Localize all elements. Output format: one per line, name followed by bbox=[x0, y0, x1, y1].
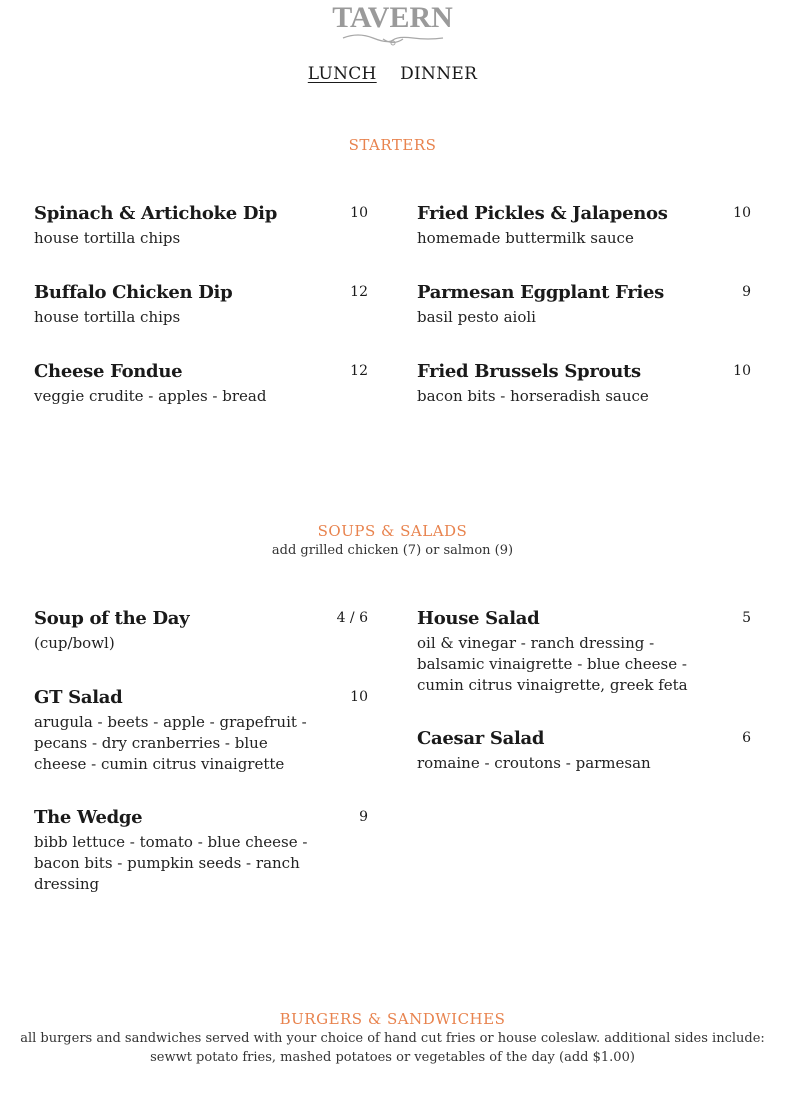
item-price: 4 / 6 bbox=[336, 610, 368, 626]
logo-text: TAVERN bbox=[332, 1, 453, 34]
item-description: (cup/bowl) bbox=[34, 634, 115, 652]
menu-item bbox=[34, 361, 368, 407]
menu-item bbox=[34, 807, 368, 895]
menu-item bbox=[417, 728, 751, 774]
item-price: 12 bbox=[350, 284, 368, 300]
menu-item bbox=[417, 361, 751, 407]
menu-item bbox=[34, 608, 368, 654]
section-note-soups-salads: add grilled chicken (7) or salmon (9) bbox=[271, 543, 514, 558]
item-description: house tortilla chips bbox=[34, 308, 181, 326]
item-name: Buffalo Chicken Dip bbox=[34, 282, 233, 303]
item-name: GT Salad bbox=[34, 687, 123, 708]
item-description: bibb lettuce - tomato - blue cheese - bacon bits - pumpkin seeds - ranch dressing bbox=[34, 833, 308, 893]
nav-lunch[interactable]: LUNCH bbox=[307, 64, 377, 84]
section-title-starters: STARTERS bbox=[348, 136, 437, 154]
item-price: 9 bbox=[742, 284, 751, 300]
item-description: basil pesto aioli bbox=[417, 308, 536, 326]
item-name: Caesar Salad bbox=[417, 728, 545, 749]
item-name: Cheese Fondue bbox=[34, 361, 183, 382]
item-description: arugula - beets - apple - grapefruit - pecans - dry cranberries - blue cheese - cumin citrus vinaigrette bbox=[34, 713, 307, 773]
item-price: 9 bbox=[359, 809, 368, 825]
item-price: 10 bbox=[350, 205, 368, 221]
item-name: Soup of the Day bbox=[34, 608, 190, 629]
item-price: 12 bbox=[350, 363, 368, 379]
item-name: Fried Brussels Sprouts bbox=[417, 361, 641, 382]
section-title-burgers-sandwiches: BURGERS & SANDWICHES bbox=[279, 1010, 506, 1028]
item-name: House Salad bbox=[417, 608, 540, 629]
menu-nav bbox=[0, 64, 785, 84]
menu-item bbox=[34, 203, 368, 249]
item-name: Spinach & Artichoke Dip bbox=[34, 203, 277, 224]
section-note-burgers-line1: all burgers and sandwiches served with your choice of hand cut fries or house coleslaw. additional sides include: bbox=[20, 1031, 765, 1046]
tavern-logo[interactable] bbox=[0, 2, 785, 46]
item-description: oil & vinegar - ranch dressing - balsamic vinaigrette - blue cheese - cumin citrus vinaigrette, greek feta bbox=[417, 634, 688, 694]
section-note-burgers-line2: sewwt potato fries, mashed potatoes or vegetables of the day (add $1.00) bbox=[150, 1050, 635, 1065]
menu-item bbox=[417, 203, 751, 249]
menu-item bbox=[34, 687, 368, 775]
item-description: house tortilla chips bbox=[34, 229, 181, 247]
item-description: homemade buttermilk sauce bbox=[417, 229, 634, 247]
item-description: veggie crudite - apples - bread bbox=[34, 387, 267, 405]
nav-dinner[interactable]: DINNER bbox=[400, 64, 478, 84]
item-description: romaine - croutons - parmesan bbox=[417, 754, 651, 772]
item-description: bacon bits - horseradish sauce bbox=[417, 387, 649, 405]
item-price: 6 bbox=[742, 730, 751, 746]
item-price: 10 bbox=[350, 689, 368, 705]
menu-item bbox=[417, 608, 751, 696]
item-name: Parmesan Eggplant Fries bbox=[417, 282, 664, 303]
item-name: The Wedge bbox=[34, 807, 143, 828]
menu-item bbox=[417, 282, 751, 328]
menu-item bbox=[34, 282, 368, 328]
item-price: 5 bbox=[742, 610, 751, 626]
item-name: Fried Pickles & Jalapenos bbox=[417, 203, 668, 224]
item-price: 10 bbox=[733, 363, 751, 379]
item-price: 10 bbox=[733, 205, 751, 221]
section-title-soups-salads: SOUPS & SALADS bbox=[317, 522, 468, 540]
